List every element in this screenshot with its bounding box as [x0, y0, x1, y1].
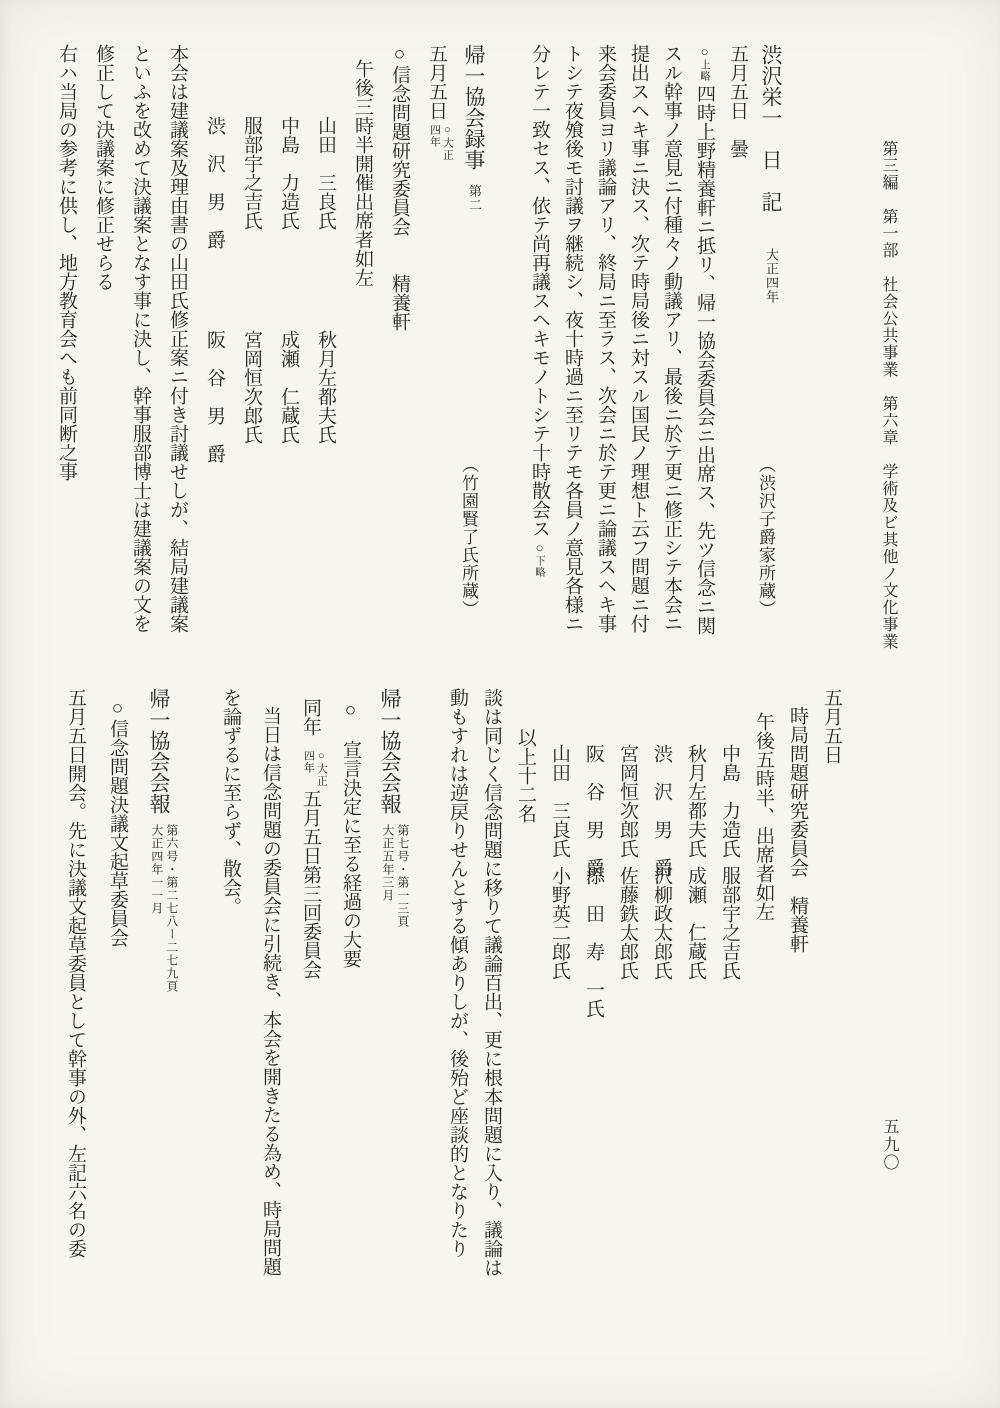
attendee-pair-column: [233, 44, 270, 664]
warichu-right-line: ○大正: [441, 124, 454, 161]
rokuji-committee-heading: ○信念問題研究委員会 精養軒: [389, 44, 410, 331]
kaiho-bulletin-no7-section: [210, 688, 410, 1322]
upper-text-block: [48, 44, 788, 664]
attendee-name: 沢柳政太郎氏: [651, 866, 672, 980]
attendee-pair-column: [610, 688, 644, 1322]
attendee-name: 中島 力造氏: [719, 744, 740, 858]
attendee-total-line: 以上十二名: [515, 728, 536, 823]
omission-bottom-label: 下略: [534, 555, 545, 578]
rokuji-date: 五月五日: [426, 44, 447, 120]
attendee-name: 阪 谷 男 爵: [583, 744, 604, 877]
date-prefix: 同年: [300, 698, 321, 736]
era-warichu-note: [301, 740, 327, 787]
diary-text-line: トシテ夜飧後モ討議ヲ継続シ、夜十時過ニ至リテモ各員ノ意見各様ニ: [562, 44, 583, 633]
attendee-pair-column: [678, 688, 712, 1322]
attendee-pair-column: [712, 688, 746, 1322]
diary-text-line: 来会委員ヨリ議論アリ、終局ニ至ラス、次会ニ於テ更ニ論議スヘキ事: [595, 44, 616, 633]
rokuji-paragraph-line: といふを改めて決議案となす事に決し、幹事服部博士は建議案の文を: [130, 44, 151, 633]
diary-title: 渋沢栄一 日 記: [759, 44, 783, 212]
rokuji-time-line: 午後三時半開催出席者如左: [352, 59, 373, 287]
diary-provenance: （渋沢子爵家所蔵）: [756, 456, 775, 618]
kaiho1-title-column: [370, 688, 410, 1322]
attendee-name: 秋月左都夫氏: [685, 744, 706, 858]
jikyoku-time-line: 午後五時半、出席者如左: [753, 712, 774, 921]
kaiho2-title-column: [138, 688, 180, 1322]
rokuji-title: 帰一協会録事: [462, 44, 486, 170]
diary-section: [523, 44, 788, 664]
kaiho1-paragraph-line: を論ずるに至らず、散会。: [220, 688, 241, 916]
attendee-pair-column: [270, 44, 307, 664]
diary-text: 分レテ一致セス、依テ尚再議スヘキモノトシテ十時散会ス: [529, 44, 550, 538]
jikyoku-paragraph-line: 談は同じく信念問題に移りて議論百出、更に根本問題に入り、議論は: [481, 688, 502, 1277]
attendee-name: 中島 力造氏: [278, 116, 299, 230]
page-number: 五九〇: [881, 1118, 898, 1172]
diary-era-note: 大正四年: [764, 248, 779, 304]
citation-date: 大正四年一一月: [149, 824, 164, 915]
attendee-pair-column: [542, 688, 576, 1322]
attendee-name: 成瀬 仁蔵氏: [685, 866, 706, 980]
attendee-name: 服部宇之吉氏: [241, 116, 262, 230]
lower-text-block: [54, 688, 848, 1322]
date-suffix: 五月五日第三回委員会: [300, 789, 321, 979]
kaiho1-citation: [380, 824, 410, 928]
kaiho1-title: 帰一協会会報: [378, 688, 402, 814]
kaiho1-paragraph-line: 当日は信念問題の委員会に引続き、本会を開きたる為め、時局問題: [260, 706, 281, 1276]
rokuji-title-note: 第二: [467, 184, 482, 212]
attendee-pair-column: [576, 688, 610, 1322]
attendee-name: 添 田 寿 一氏: [583, 866, 604, 1018]
attendee-pair-column: [307, 44, 344, 664]
kaiho-bulletin-no6-section: [54, 688, 180, 1322]
attendee-name: 秋月左都夫氏: [315, 330, 336, 444]
attendee-name: 成瀬 仁蔵氏: [278, 330, 299, 444]
diary-text-line: [688, 44, 721, 664]
attendee-name: 渋 沢 男 爵: [204, 116, 225, 249]
rokuji-paragraph-line: 右ハ当局の参考に供し、地方教育会へも前同断之事: [56, 44, 77, 481]
era-warichu-note: [427, 124, 453, 161]
attendee-name: 宮岡恒次郎氏: [241, 330, 262, 444]
kaiho2-paragraph-line: 五月五日開会。先に決議文起草委員として幹事の外、左記六名の委: [65, 688, 86, 1258]
warichu-left-line: 四年: [302, 750, 315, 774]
omission-bottom-mark: ○: [532, 540, 547, 555]
citation-issue-page: 第六号・第二七八ー二七九頁: [164, 824, 179, 993]
kaiho1-date-line: [290, 688, 330, 1322]
diary-text-line: 提出スヘキ事ニ決ス、次テ時局後ニ対スル国民ノ理想ト云フ問題ニ付: [628, 44, 649, 633]
omission-top-mark: ○: [697, 44, 712, 59]
citation-date: 大正五年三月: [380, 824, 395, 902]
diary-text-line: スル幹事ノ意見ニ付種々ノ動議アリ、最後ニ於テ更ニ修正シテ本会ニ: [661, 44, 682, 633]
jikyoku-date-line: 五月五日: [821, 688, 842, 764]
attendee-name: 阪 谷 男 爵: [204, 330, 225, 463]
attendee-name: 服部宇之吉氏: [719, 866, 740, 980]
kaiho1-section-heading: ○ 宣言決定に至る経過の大要: [340, 700, 361, 968]
kiitsu-kyokai-rokuji-section: [48, 44, 493, 664]
rokuji-paragraph-line: 本会は建議案及理由書の山田氏修正案ニ付き討議せしが、結局建議案: [167, 44, 188, 633]
attendee-name: 佐藤鉄太郎氏: [617, 866, 638, 980]
rokuji-title-column: [455, 44, 493, 664]
running-head: 第三編 第一部 社会公共事業 第六章 学術及ビ其他ノ文化事業: [880, 140, 897, 650]
attendee-name: 山田 三良氏: [315, 116, 336, 230]
rokuji-paragraph-line: 修正して決議案に修正せらる: [93, 44, 114, 291]
warichu-left-line: 四年: [428, 124, 441, 148]
rokuji-provenance: （竹園賢了氏所蔵）: [459, 456, 478, 618]
kaiho2-citation: [149, 824, 179, 993]
omission-top-label: 上略: [699, 59, 710, 82]
kaiho2-title: 帰一協会会報: [147, 688, 171, 814]
attendee-name: 宮岡恒次郎氏: [617, 744, 638, 858]
diary-title-column: [754, 44, 788, 664]
diary-text: 四時上野精養軒ニ抵リ、帰一協会委員会ニ出席ス、先ツ信念ニ関: [694, 84, 715, 635]
jikyoku-committee-heading: 時局問題研究委員会 精養軒: [787, 706, 808, 953]
jikyoku-paragraph-line: 動もすれは逆戻りせんとする傾ありしが、後殆ど座談的となりたり: [447, 688, 468, 1258]
kaiho2-section-heading: ○信念問題決議文起草委員会: [107, 698, 128, 947]
warichu-right-line: ○大正: [315, 750, 328, 787]
attendee-pair-column: [196, 44, 233, 664]
jikyoku-committee-section: [440, 688, 848, 1322]
diary-text-line: [523, 44, 556, 664]
attendee-name: 小野英二郎氏: [549, 866, 570, 980]
citation-issue-page: 第七号・第一三頁: [395, 824, 410, 928]
diary-date-line: 五月五日 曇: [727, 44, 748, 158]
attendee-name: 山田 三良氏: [549, 744, 570, 858]
attendee-name: 渋 沢 男 爵: [651, 744, 672, 877]
attendee-pair-column: [644, 688, 678, 1322]
